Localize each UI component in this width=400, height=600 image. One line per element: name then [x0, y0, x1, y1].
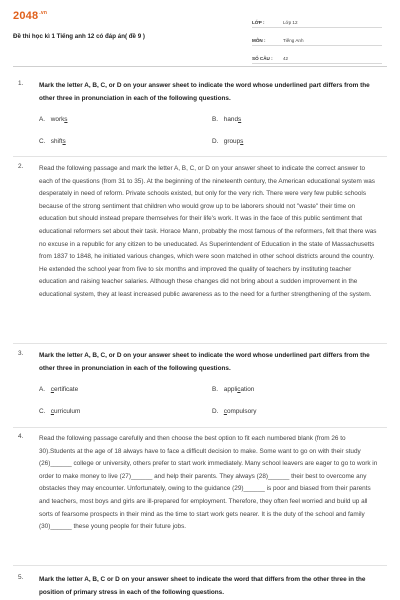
option-letter: A.: [39, 116, 46, 123]
question-prompt: Mark the letter A, B, C, or D on your answer sheet to indicate the word whose underlined part differs from the other three in pronunciation in each of the following questions.: [39, 352, 370, 372]
question-divider: [13, 156, 387, 157]
question-passage: Read the following passage carefully and then choose the best option to fit each numbered blank (from 26 to 30).Students at the age of 18 always have to face a difficult decision to make. Some want to go on with their study (26)______ college or university, others prefer to start work immediately. Many school leavers are eager to go to work in order to make money to live (27)______ and help their parents. They always (28)______ their best to overcome any obstacles they may encounter. Unfortunately, owing to the guidance (29)______ is poor and biased from their parents and teachers, most boys and girls are ill-prepared for employment. Therefore, they often feel worried and build up all sorts of fearsome prospects in their mind as the time to start work gets nearer. It is the duty of the school and family (30)______ these young people for their future jobs.: [39, 435, 378, 531]
option-word: groups: [223, 138, 244, 145]
question-number: 4.: [18, 433, 24, 440]
info-value: 42: [283, 56, 289, 61]
info-label: SỐ CÂU :: [252, 56, 273, 61]
info-value: Lớp 12: [283, 20, 298, 25]
question-divider: [13, 427, 387, 428]
option-d[interactable]: [212, 138, 243, 145]
exam-title: Đề thi học kì 1 Tiếng anh 12 có đáp án( đề 9 ): [13, 33, 145, 40]
option-b[interactable]: [212, 116, 241, 123]
page-header: [0, 0, 400, 62]
info-row-class: [252, 13, 382, 28]
option-word: compulsory: [223, 408, 257, 415]
question-prompt: Mark the letter A, B, C, or D on your answer sheet to indicate the word whose underlined part differs from the other three in pronunciation in each of the following questions.: [39, 82, 370, 102]
option-b[interactable]: [212, 386, 254, 393]
question-prompt: Mark the letter A, B, C or D on your answer sheet to indicate the word that differs from the other three in the position of primary stress in each of the following questions.: [39, 576, 366, 596]
option-word: hands: [223, 116, 242, 123]
option-letter: C.: [39, 408, 46, 415]
option-letter: A.: [39, 386, 46, 393]
question-number: 2.: [18, 163, 24, 170]
question-number: 3.: [18, 350, 24, 357]
question-divider: [13, 343, 387, 344]
option-word: works: [50, 116, 68, 123]
question-number: 1.: [18, 80, 24, 87]
option-letter: D.: [212, 138, 219, 145]
logo-suffix: .vn: [39, 10, 48, 17]
question-number: 5.: [18, 574, 24, 581]
info-row-subject: [252, 31, 382, 46]
question-divider: [13, 565, 387, 566]
question-passage: Read the following passage and mark the letter A, B, C, or D on your answer sheet to indicate the correct answer to each of the questions (from 31 to 35). At the beginning of the nineteenth century, the American educational system was desperately in need of reform. Private schools existed, but only for the very rich. There were very few public schools because of the strong sentiment that children who would grow up to be laborers should not "waste" their time on education but should instead prepare themselves for their life's work. It was in the face of this public sentiment that educational reformers set about their task. Horace Mann, probably the most famous of the reformers, felt that there was no excuse in a republic for any citizen to be uneducated. As Superintendent of Education in the state of Massachusetts from 1837 to 1848, he initiated various changes, which were soon matched in other school districts around the country. He extended the school year from five to six months and improved the quality of teachers by instituting teacher education and raising teacher salaries. Although these changes did not bring about a sudden improvement in the educational system, they at least increased public awareness as to the need for a further strengthening of the system.: [39, 165, 377, 298]
option-letter: B.: [212, 386, 219, 393]
info-value: Tiếng Anh: [283, 38, 304, 43]
header-divider: [13, 66, 387, 67]
site-logo[interactable]: [13, 10, 47, 22]
option-letter: B.: [212, 116, 219, 123]
option-letter: D.: [212, 408, 219, 415]
option-word: shifts: [50, 138, 66, 145]
info-label: LỚP :: [252, 20, 265, 25]
exam-info: [252, 13, 382, 67]
option-word: application: [223, 386, 255, 393]
logo-text: 2048: [13, 10, 39, 22]
option-a[interactable]: [39, 116, 67, 123]
option-word: curriculum: [50, 408, 81, 415]
option-letter: C.: [39, 138, 46, 145]
info-row-count: [252, 49, 382, 64]
info-label: MÔN :: [252, 38, 266, 43]
option-a[interactable]: [39, 386, 78, 393]
option-c[interactable]: [39, 138, 66, 145]
option-d[interactable]: [212, 408, 256, 415]
option-word: certificate: [50, 386, 79, 393]
option-c[interactable]: [39, 408, 80, 415]
